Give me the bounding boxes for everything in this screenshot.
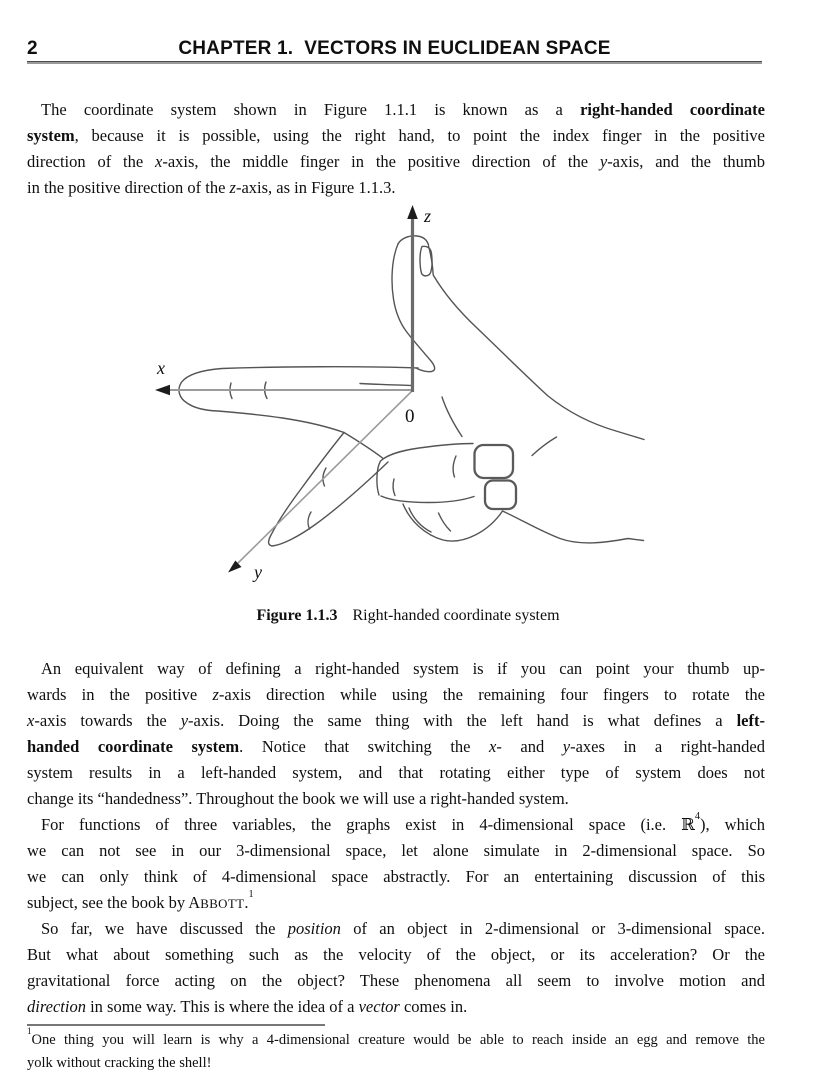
coordinate-axes <box>155 205 431 582</box>
pinky-crease-path <box>439 513 451 531</box>
text-line: wards in the positive z-axis direction while using the remaining four fingers to rotate the <box>27 685 765 704</box>
paragraph-3 <box>27 812 765 917</box>
text-line: change its “handedness”. Throughout the book we will use a right-handed system. <box>27 789 569 808</box>
wrist-curl-stroke-path <box>532 437 557 456</box>
x-axis-arrowhead <box>155 385 170 395</box>
footnote-line: yolk without cracking the shell! <box>27 1055 212 1071</box>
running-head-chapter-title: CHAPTER 1. VECTORS IN EUCLIDEAN SPACE <box>178 38 611 59</box>
text-line: The coordinate system shown in Figure 1.1.1 is known as a right-handed coordinate <box>41 100 765 119</box>
text-line: direction in some way. This is where the idea of a vector comes in. <box>27 997 468 1016</box>
figure-caption-number: Figure 1.1.3 <box>256 607 338 624</box>
text-line: in the positive direction of the z-axis, as in Figure 1.1.3. <box>27 178 396 197</box>
middle-finger-crease-path <box>308 512 311 529</box>
middle-finger-upper-edge-path <box>269 433 344 547</box>
hand-bottom-contour-path <box>503 511 644 543</box>
ring-finger-outline-path <box>377 444 473 496</box>
thumb-web-stroke-path <box>442 397 462 437</box>
x-axis-label: x <box>157 358 165 378</box>
ring-phalanx-crease-path <box>393 479 395 496</box>
y-axis-label: y <box>254 562 262 582</box>
figure-hand-drawing <box>140 200 700 600</box>
footnote-rule <box>27 1024 325 1026</box>
text-line: system, because it is possible, using the right hand, to point the index finger in the positive <box>27 126 765 145</box>
y-axis <box>237 391 412 564</box>
text-line: But what about something such as the velocity of the object, or its acceleration? Or the <box>27 945 765 964</box>
paragraph-2 <box>27 656 765 812</box>
text-line: handed coordinate system. Notice that switching the x- and y-axes in a right-handed <box>27 737 766 756</box>
text-line: we can only think of 4-dimensional space abstractly. For an entertaining discussion of this <box>27 867 765 886</box>
z-axis-arrowhead <box>407 205 418 219</box>
text-line: system results in a left-handed system, and that rotating either type of system does not <box>27 763 765 782</box>
text-line: we can not see in our 3-dimensional space, let alone simulate in 2-dimensional space. So <box>27 841 765 860</box>
figure-caption <box>40 607 776 625</box>
footnote <box>27 1026 765 1075</box>
text-line: gravitational force acting on the object? These phenomena all seem to involve motion and <box>27 971 765 990</box>
z-axis-label: z <box>424 206 432 226</box>
header-rule <box>27 61 762 64</box>
text-line: x-axis towards the y-axis. Doing the same thing with the left hand is what defines a left- <box>27 711 765 730</box>
text-line: direction of the x-axis, the middle finger in the positive direction of the y-axis, and the thumb <box>27 152 765 171</box>
web-to-knuckles-path <box>344 433 383 459</box>
origin-label: 0 <box>405 406 415 427</box>
paragraph-1 <box>27 97 765 201</box>
ring-finger-bottom-path <box>381 496 474 503</box>
footnote-line: $^1$One thing you will learn is why a 4-dimensional creature would be able to reach inside an egg and remove the <box>27 1026 765 1048</box>
ring-finger-crease-path <box>453 456 456 477</box>
page-number: 2 <box>27 38 38 59</box>
index-knuckle-line-path <box>360 384 412 386</box>
paragraph-4 <box>27 916 765 1020</box>
text-line: For functions of three variables, the graphs exist in 4-dimensional space (i.e. ℝ$^4$), which <box>41 810 765 834</box>
text-line: So far, we have discussed the position of an object in 2-dimensional or 3-dimensional space. <box>41 919 766 938</box>
ring-fingernail <box>475 445 514 478</box>
pinky-fingernail <box>485 481 516 510</box>
index-finger-outline-path <box>179 367 418 433</box>
figure-caption-text: Right-handed coordinate system <box>352 607 560 624</box>
hand-back-sweep-path <box>429 246 645 440</box>
text-line: An equivalent way of defining a right-handed system is if you can point your thumb up- <box>41 659 765 678</box>
text-line: subject, see the book by ABBOTT.$^1$ <box>27 888 254 912</box>
